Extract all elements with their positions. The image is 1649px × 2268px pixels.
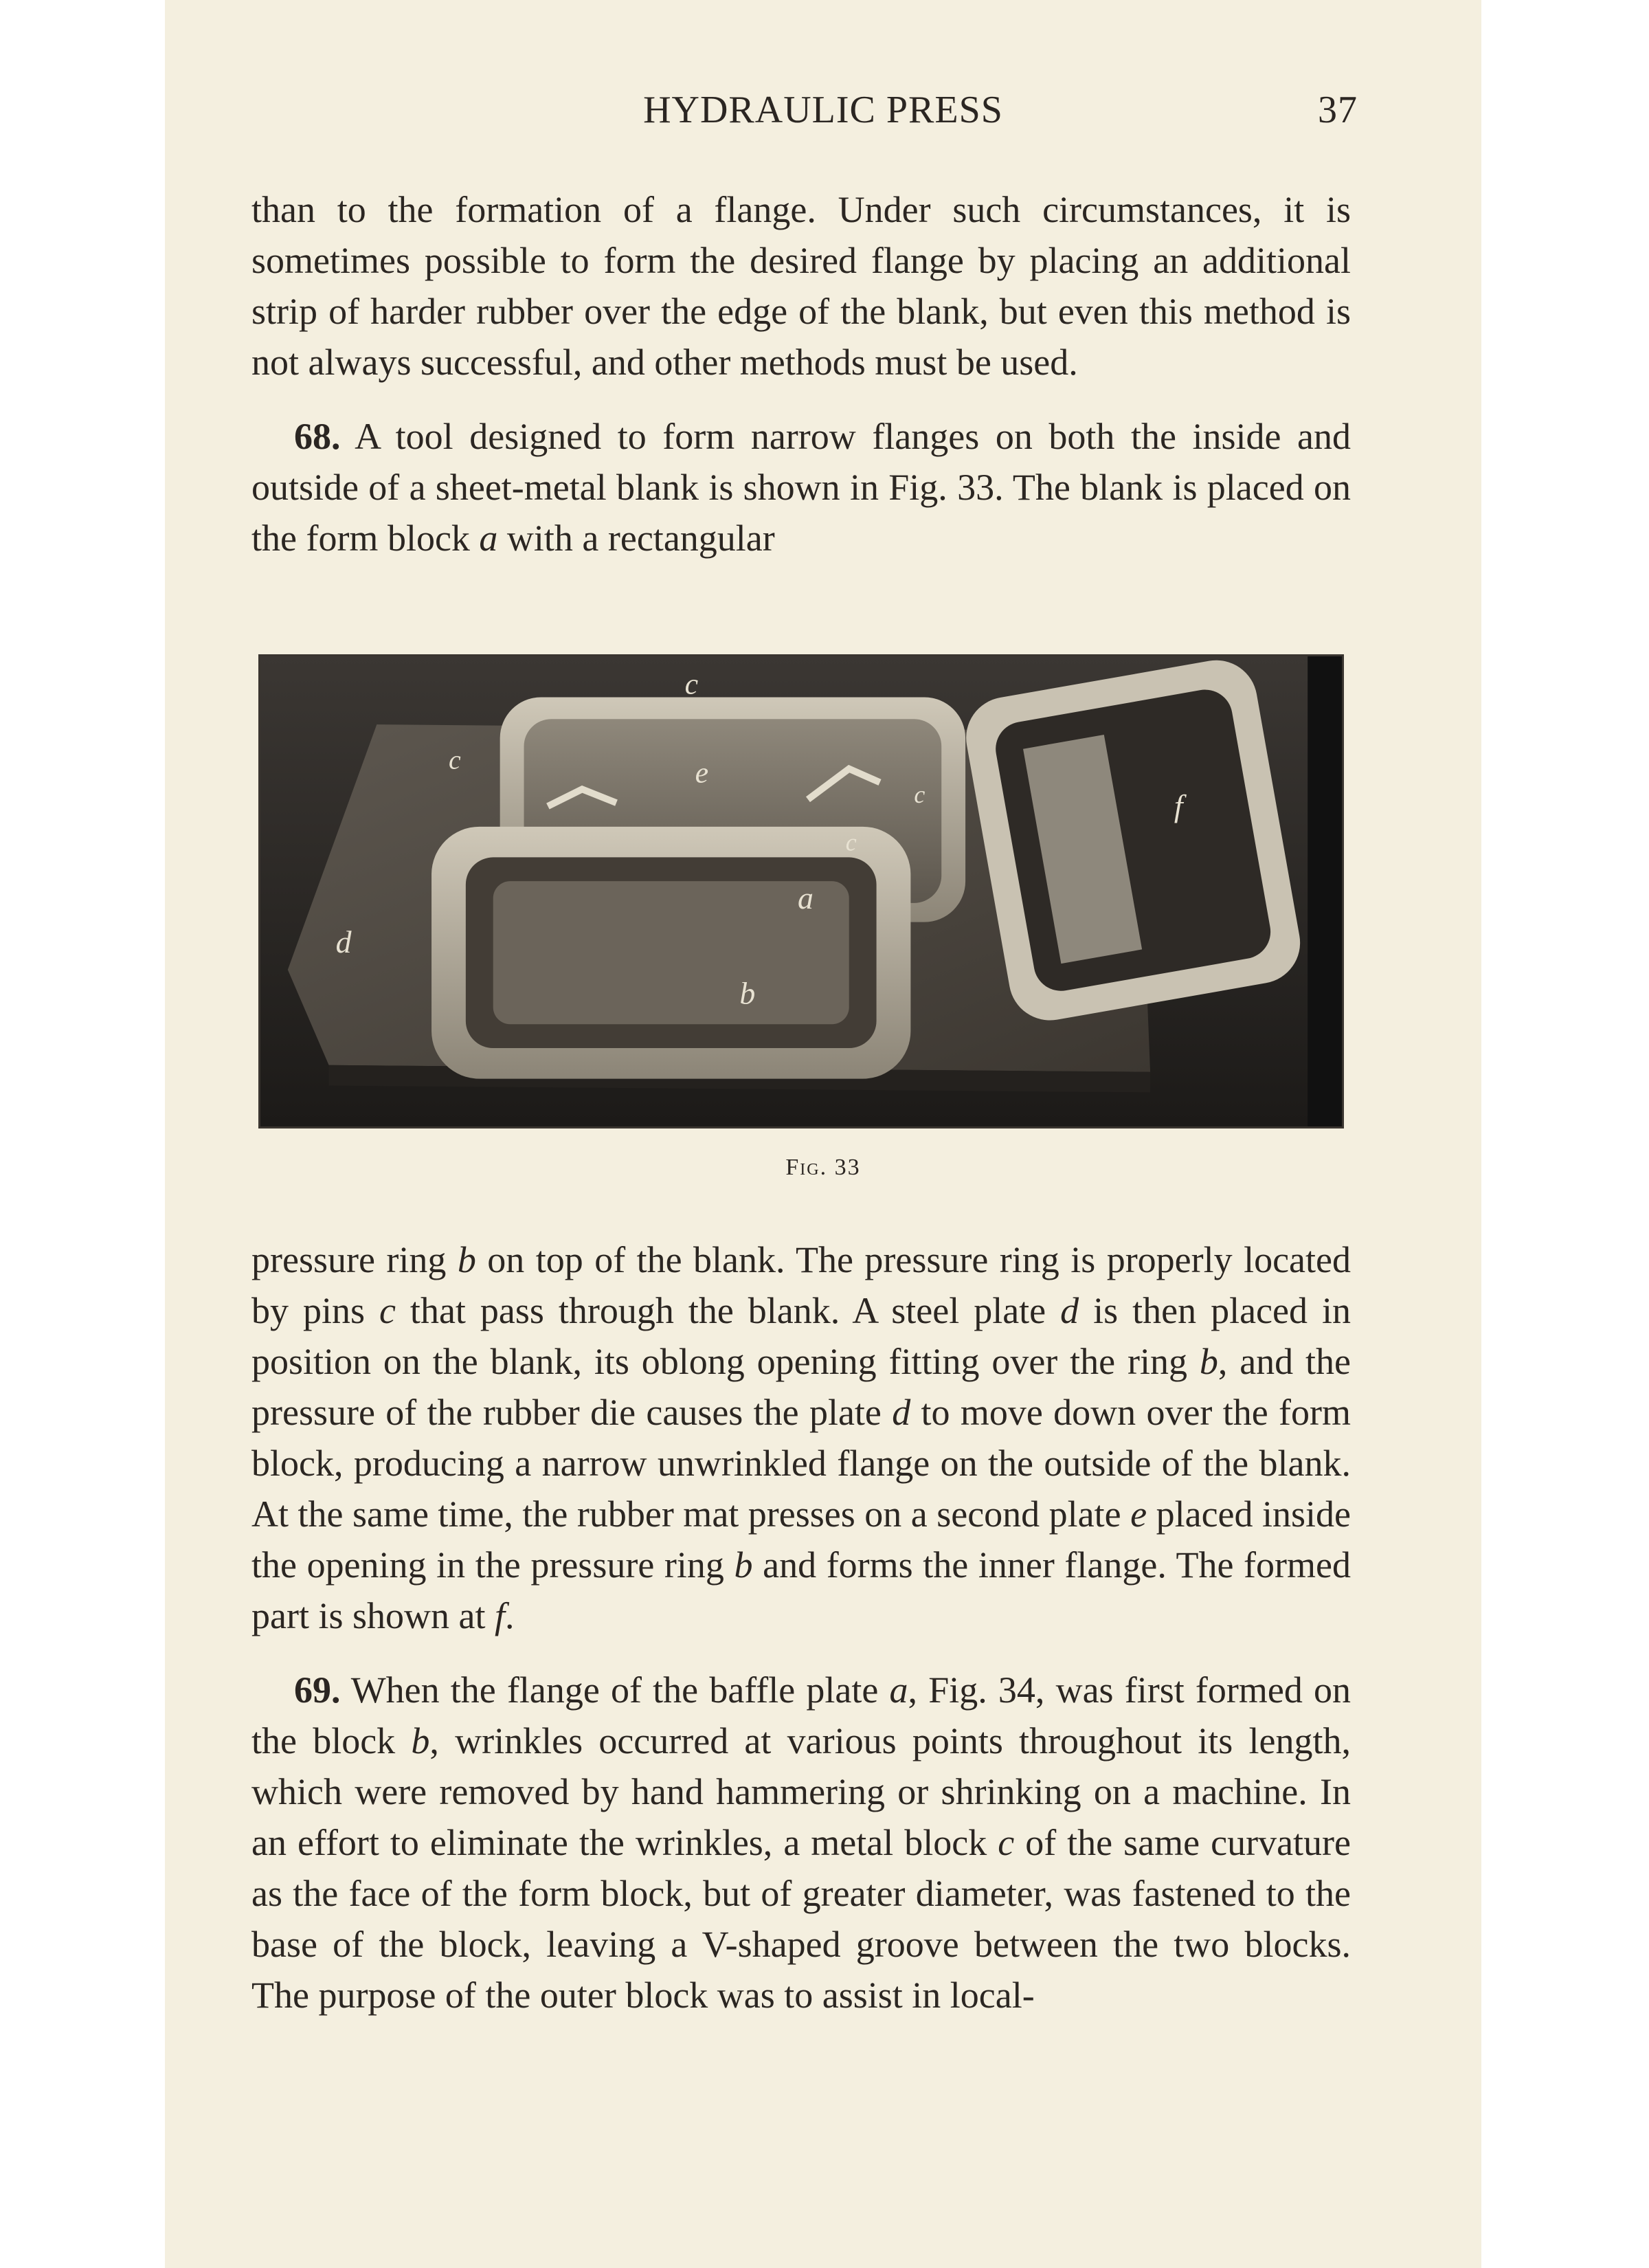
page-header: [165, 88, 1481, 143]
label-e: e: [695, 756, 709, 790]
page-number: 37: [1318, 89, 1358, 131]
text-block-upper: [251, 184, 1351, 564]
paragraph-text: to move down over the form block, producing a narrow unwrinkled flange on the outside of the blank. At the same time, the rubber mat presses on a second plate: [251, 1392, 1351, 1535]
paragraph-text: is then placed in position on the blank, its oblong opening fitting over the ring: [251, 1290, 1351, 1382]
label-d: d: [335, 924, 352, 960]
paragraph-text: that pass through the blank. A steel plate: [395, 1290, 1061, 1331]
running-head: HYDRAULIC PRESS: [643, 89, 1003, 131]
variable-letter: a: [479, 518, 498, 559]
paragraph-text: and forms the inner flange. The formed part is shown at: [251, 1544, 1351, 1636]
paragraph-text: on top of the blank. The pressure ring is properly located by pins: [251, 1239, 1351, 1331]
variable-letter: b: [734, 1544, 753, 1586]
paragraph-text: than to the formation of a flange. Under such circumstances, it is sometimes possible to form the desired flange by placing an additional strip of harder rubber over the edge of the blank, but even this method is not always successful, and other methods must be used.: [251, 189, 1351, 383]
variable-letter: d: [892, 1392, 911, 1433]
variable-letter: e: [1130, 1493, 1147, 1535]
form-block-a: [493, 881, 849, 1024]
book-page: [165, 0, 1481, 2268]
paragraph-text: pressure ring: [251, 1239, 458, 1280]
paragraph-text: When the flange of the baffle plate: [340, 1669, 890, 1711]
variable-letter: c: [379, 1290, 396, 1331]
paragraph-number: 68.: [294, 416, 341, 457]
figure-caption: Fig. 33: [785, 1155, 861, 1180]
label-c-mid: c: [845, 828, 857, 856]
paragraph-text: placed inside the opening in the pressure ring: [251, 1493, 1351, 1586]
label-a: a: [798, 880, 814, 915]
variable-letter: b: [1199, 1341, 1218, 1382]
paragraph-68-continued: [251, 1234, 1351, 1641]
paragraph-text: , Fig. 34, was first formed on the block: [251, 1669, 1351, 1761]
label-c-right: c: [914, 781, 926, 809]
label-c-top: c: [684, 667, 699, 701]
paragraph-continued: [251, 184, 1351, 388]
photo-edge: [1308, 656, 1342, 1126]
paragraph-text: A tool designed to form narrow flanges on both the inside and outside of a sheet-metal blank is shown in Fig. 33. The blank is placed on the form block: [251, 416, 1351, 559]
paragraph-text: , and the pressure of the rubber die causes the plate: [251, 1341, 1351, 1433]
variable-letter: b: [457, 1239, 476, 1280]
figure-photo: [258, 654, 1344, 1129]
paragraph-text: with a rectangular: [497, 518, 775, 559]
paragraph-text: .: [504, 1595, 515, 1636]
label-f: f: [1174, 788, 1183, 823]
text-block-lower: [251, 1234, 1351, 2021]
paragraph-number: 69.: [294, 1669, 341, 1711]
variable-letter: c: [998, 1822, 1015, 1863]
tool-photo-illustration: [260, 656, 1342, 1126]
label-b: b: [739, 975, 756, 1011]
paragraph-text: , wrinkles occurred at various points throughout its length, which were removed by hand hammering or shrinking on a machine. In an effort to eliminate the wrinkles, a metal block: [251, 1720, 1351, 1863]
variable-letter: b: [411, 1720, 430, 1761]
variable-letter: d: [1060, 1290, 1079, 1331]
variable-letter: a: [889, 1669, 908, 1711]
paragraph-69: [251, 1665, 1351, 2021]
variable-letter: f: [494, 1595, 505, 1636]
label-c-left: c: [448, 744, 461, 775]
paragraph-68: [251, 411, 1351, 564]
paragraph-text: of the same curvature as the face of the form block, but of greater diameter, was fastened to the base of the block, leaving a V-shaped groove between the two blocks. The purpose of the outer block was to assist in local-: [251, 1822, 1351, 2016]
